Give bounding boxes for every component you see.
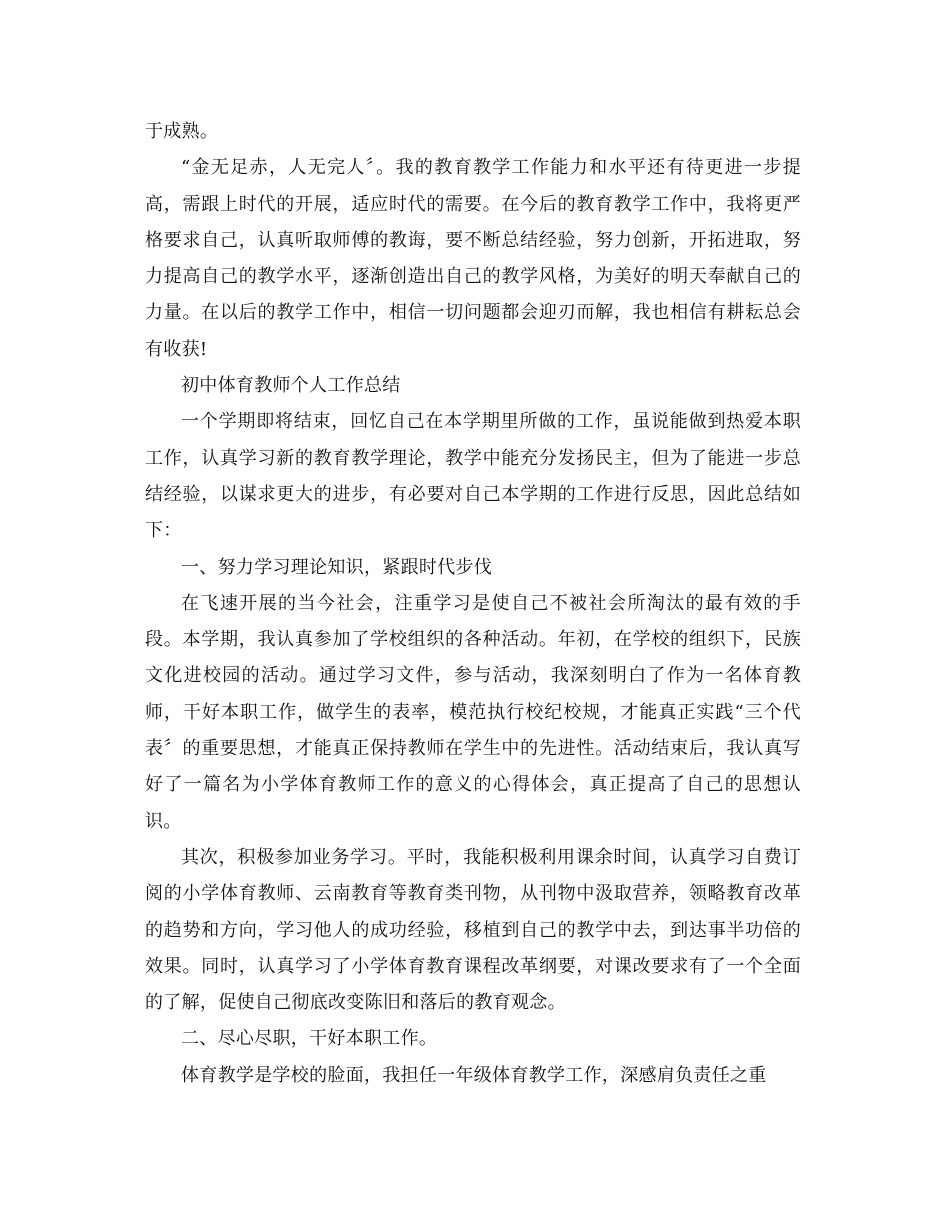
heading-theory-study: 一、努力学习理论知识，紧跟时代步伐: [181, 556, 493, 578]
paragraph-introduction: 一个学期即将结束，回忆自己在本学期里所做的工作，虽说能做到热爱本职工作，认真学习新的教育教学理论，教学中能充分发扬民主，但为了能进一步总结经验，以谋求更大的进步，有必要对自己本学期的工作进行反思，因此总结如下：: [145, 411, 801, 542]
document-body: [145, 114, 801, 1094]
paragraph-business-study: 其次，积极参加业务学习。平时，我能积极利用课余时间，认真学习自费订阅的小学体育教师、云南教育等教育类刊物，从刊物中汲取营养，领略教育改革的趋势和方向，学习他人的成功经验，移植到自己的教学中去，到达事半功倍的效果。同时，认真学习了小学体育教育课程改革纲要，对课改要求有了一个全面的了解，促使自己彻底改变陈旧和落后的教育观念。: [145, 846, 801, 1014]
paragraph-closing-reflection: “金无足赤，人无完人〞。我的教育教学工作能力和水平还有待更进一步提高，需跟上时代的开展，适应时代的需要。在今后的教育教学工作中，我将更严格要求自己，认真听取师傅的教诲，要不断总结经验，努力创新，开拓进取，努力提高自己的教学水平，逐渐创造出自己的教学风格，为美好的明天奉献自己的力量。在以后的教学工作中，相信一切问题都会迎刃而解，我也相信有耕耘总会有收获!: [145, 157, 801, 360]
section-title: 初中体育教师个人工作总结: [181, 375, 401, 397]
paragraph-continuation: 于成熟。: [145, 121, 219, 142]
heading-duty: 二、尽心尽职，干好本职工作。: [181, 1028, 438, 1050]
paragraph-duty: 体育教学是学校的脸面，我担任一年级体育教学工作，深感肩负责任之重: [181, 1064, 767, 1086]
paragraph-theory-study: 在飞速开展的当今社会，注重学习是使自己不被社会所淘汰的最有效的手段。本学期，我认真参加了学校组织的各种活动。年初，在学校的组织下，民族文化进校园的活动。通过学习文件，参与活动，我深刻明白了作为一名体育教师，干好本职工作，做学生的表率，模范执行校纪校规，才能真正实践“三个代表〞的重要思想，才能真正保持教师在学生中的先进性。活动结束后，我认真写好了一篇名为小学体育教师工作的意义的心得体会，真正提高了自己的思想认识。: [145, 592, 801, 832]
